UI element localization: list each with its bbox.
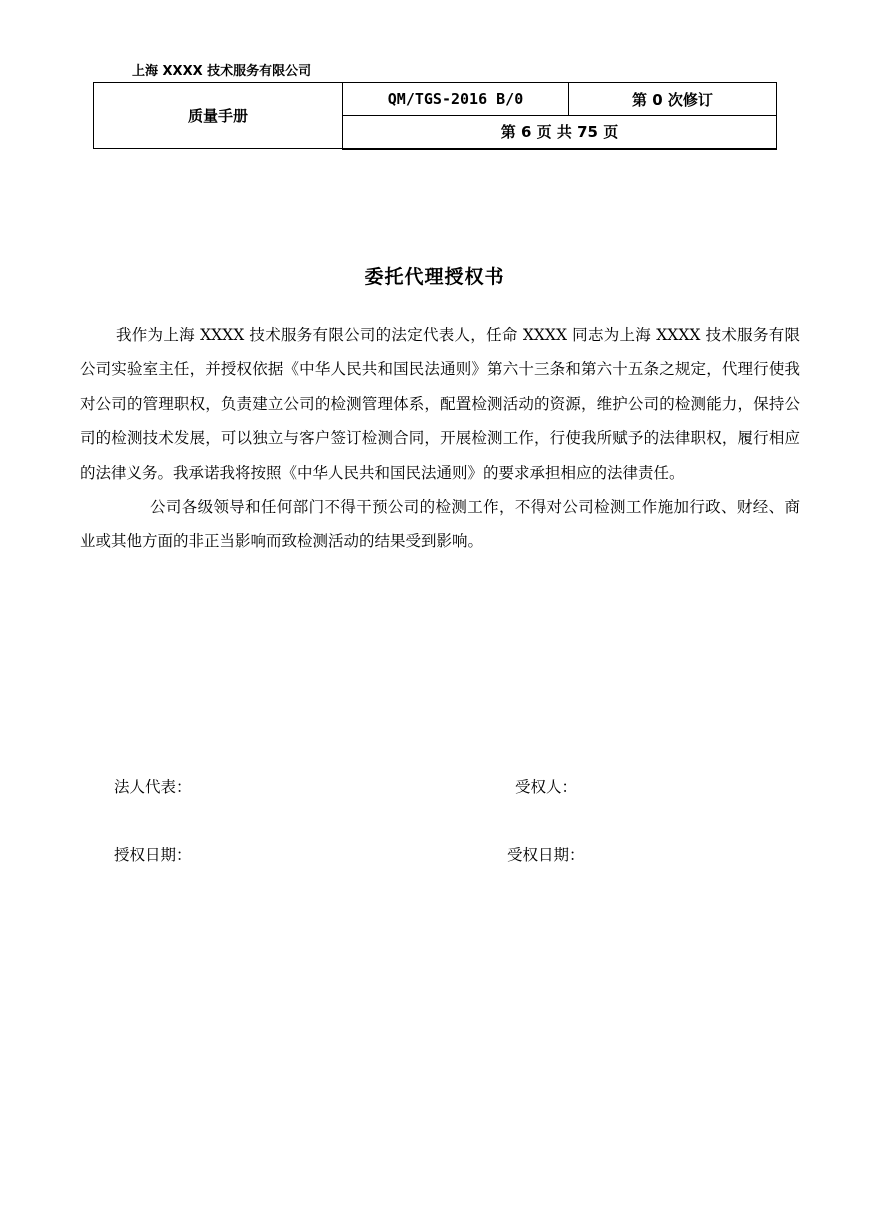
company-name: 上海 XXXX 技术服务有限公司 [132,64,312,79]
revision-number: 第 0 次修订 [569,83,777,116]
document-code: QM/TGS-2016 B/0 [343,83,569,116]
legal-representative-label: 法人代表： [114,778,192,796]
document-body [80,318,800,559]
acceptance-date-label: 受权日期： [507,846,585,864]
document-header-table [93,82,777,150]
document-title: 委托代理授权书 [364,266,505,288]
body-paragraph: 我作为上海 XXXX 技术服务有限公司的法定代表人，任命 XXXX 同志为上海 XXXX 技术服务有限公司实验室主任，并授权依据《中华人民共和国民法通则》第六十三条和第六十五条之规定，代理行使我对公司的管理职权，负责建立公司的检测管理体系，配置检测活动的资源，维护公司的检测能力，保持公司的检测技术发展，可以独立与客户签订检测合同，开展检测工作，行使我所赋予的法律职权，履行相应的法律义务。我承诺我将按照《中华人民共和国民法通则》的要求承担相应的法律责任。 [80,326,800,482]
manual-name: 质量手册 [94,83,343,149]
page-info: 第 6 页 共 75 页 [343,116,777,149]
body-paragraph: 公司各级领导和任何部门不得干预公司的检测工作，不得对公司检测工作施加行政、财经、商业或其他方面的非正当影响而致检测活动的结果受到影响。 [80,498,800,551]
grant-date-label: 授权日期： [114,846,192,864]
grantee-label: 受权人： [515,778,578,796]
